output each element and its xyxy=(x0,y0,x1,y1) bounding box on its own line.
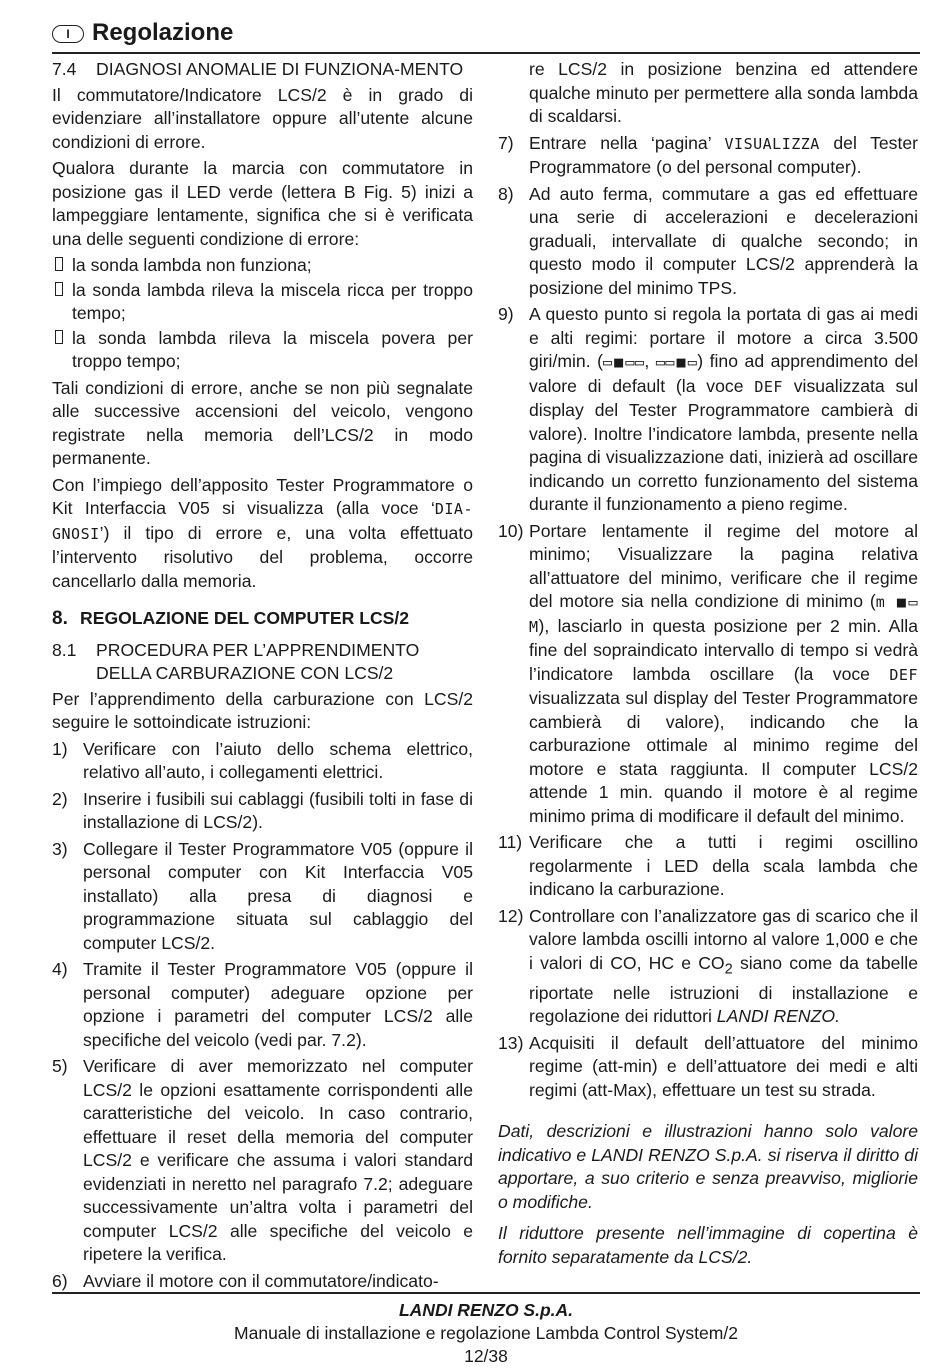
lcd-text: DEF xyxy=(754,377,783,396)
right-column xyxy=(498,58,918,1272)
paragraph: Qualora durante la marcia con commutatore in posizione gas il LED verde (lettera B Fig. 5) inizi a lampeggiare lentamente, significa che si è verificata una delle seguenti condizione di errore: xyxy=(52,158,473,249)
section-8-heading: 8. REGOLAZIONE DEL COMPUTER LCS/2 xyxy=(52,608,410,629)
paragraph: Per l’apprendimento della carburazione con LCS/2 seguire le sottoindicate istruzioni: xyxy=(52,688,473,732)
list-item: 12) Controllare con l’analizzatore gas di scarico che il valore lambda oscilli intorno al valore 1,000 e che i valori di CO, HC e $CO_2$ siano come da tabelle riportate nelle istruzioni di installazione e regolazione dei riduttori LANDI RENZO. xyxy=(498,905,918,1027)
list-item: 9) A questo punto si regola la portata di gas ai medi e alti regimi: portare il motore a circa 3.500 giri/min. (▭■▭▭, ▭▭■▭) fino ad apprendimento del valore di default (la voce DEF visualizzata sul display del Tester Programmatore cambierà di valore). Inoltre l’indicatore lambda, presente nella pagina di visualizzazione dati, inizierà ad oscillare indicando un corretto funzionamento del sistema durante il funzionamento a pieno regime. xyxy=(498,304,919,514)
list-item: 1) Verificare con l’aiuto dello schema elettrico, relativo all’auto, i collegamenti elettrici. xyxy=(52,738,473,782)
disclaimer-note: Il riduttore presente nell’immagine di copertina è fornito separatamente da LCS/2. xyxy=(498,1223,918,1267)
footer-manual-title: Manuale di installazione e regolazione Lambda Control System/2 xyxy=(234,1323,738,1343)
list-item: 7) Entrare nella ‘pagina’ VISUALIZZA del Tester Programmatore (o del personal computer). xyxy=(498,132,918,177)
paragraph: Con l’impiego dell’apposito Tester Programmatore o Kit Interfaccia V05 si visualizza (alla voce ‘DIA-GNOSI’) il tipo di errore e, una volta effettuato l’intervento risolutivo del problema, occorre cancellarlo dalla memoria. xyxy=(52,474,473,591)
list-item: 6) Avviare il motore con il commutatore/indicato- xyxy=(52,1270,439,1291)
language-flag-icon: I xyxy=(52,25,84,43)
list-item: 3) Collegare il Tester Programmatore V05 (oppure il personal computer con Kit Interfaccia V05 installato) alla presa di diagnosi e programmazione situata sul cablaggio del computer LCS/2. xyxy=(52,838,473,953)
page-header xyxy=(52,14,920,54)
lcd-text: VISUALIZZA xyxy=(724,134,820,153)
list-item: 8) Ad auto ferma, commutare a gas ed effettuare una serie di accelerazioni e decelerazioni graduali, intervallate di qualche secondo; in questo modo il computer LCS/2 apprenderà la posizione del minimo TPS. xyxy=(498,183,918,298)
lcd-text: DIA-GNOSI xyxy=(52,500,473,543)
page-number: 12/38 xyxy=(464,1346,508,1366)
lcd-text: DEF xyxy=(889,665,918,684)
list-item: 2) Inserire i fusibili sui cablaggi (fusibili tolti in fase di installazione di LCS/2). xyxy=(52,788,473,832)
left-column xyxy=(52,58,473,1296)
lcd-text: ▭■▭▭ xyxy=(602,353,645,371)
list-item: 11) Verificare che a tutti i regimi oscillino regolarmente i LED della scala lambda che indicano la carburazione. xyxy=(498,832,918,899)
footer-company: LANDI RENZO S.p.A. xyxy=(398,1300,574,1320)
lcd-text: m ■▭ M xyxy=(529,593,918,636)
page-footer xyxy=(52,1292,920,1368)
paragraph: Il commutatore/Indicatore LCS/2 è in grado di evidenziare all’installatore oppure all’utente alcune condizioni di errore. xyxy=(52,84,473,152)
bullet-box-icon xyxy=(55,330,63,344)
disclaimer-note: Dati, descrizioni e illustrazioni hanno solo valore indicativo e LANDI RENZO S.p.A. si riserva il diritto di apportare, a suo criterio e senza preavviso, migliorie o modifiche. xyxy=(498,1121,918,1212)
list-item: 5) Verificare di aver memorizzato nel computer LCS/2 le opzioni esattamente corrispondenti alle caratteristiche del veicolo. In caso contrario, effettuare il reset della memoria del computer LCS/2 e verificare che assuma i valori standard evidenziati in neretto nel paragrafo 7.2; adeguare successivamente un’altra volta i parametri del computer LCS/2 alle specifiche del veicolo e ripetere la verifica. xyxy=(52,1056,473,1264)
paragraph: Tali condizioni di errore, anche se non più segnalate alle successive accensioni del veicolo, vengono registrate nella memoria dell’LCS/2 in modo permanente. xyxy=(52,377,473,468)
list-item: re LCS/2 in posizione benzina ed attendere qualche minuto per permettere alla sonda lambda di scaldarsi. xyxy=(529,59,918,126)
list-item: la sonda lambda rileva la miscela povera per troppo tempo; xyxy=(52,327,473,374)
list-item: 13) Acquisiti il default dell’attuatore del minimo regime (att-min) e dell’attuatore dei medi e alti regimi (att-Max), effettuare un test su strada. xyxy=(498,1032,918,1100)
section-7-4-heading: 7.4 DIAGNOSI ANOMALIE DI FUNZIONA-MENTO xyxy=(52,59,464,79)
list-item: 10) Portare lentamente il regime del motore al minimo; Visualizzare la pagina relativa all’attuatore del minimo, verificare che il regime del motore sia nella condizione di minimo (m ■▭ M), lasciarlo in questa posizione per 2 min. Alla fine del sopraindicato intervallo di tempo si vedrà l’indicatore lambda oscillare (la voce DEF visualizzata sul display del Tester Programmatore cambierà di valore), indicando che la carburazione ottimale al minimo regime del motore e stata raggiunta. Il computer LCS/2 attende 1 min. quando il motore è al regime minimo prima di modificare il default del minimo. xyxy=(498,520,918,826)
list-item: 4) Tramite il Tester Programmatore V05 (oppure il personal computer) adeguare opzione per opzione i parametri del computer LCS/2 alle specifiche del veicolo (vedi par. 7.2). xyxy=(52,959,473,1050)
header-title: Regolazione xyxy=(92,19,234,46)
lcd-text: ▭▭■▭ xyxy=(655,353,698,371)
section-8-1-heading: 8.1 PROCEDURA PER L’APPRENDIMENTO DELLA CARBURAZIONE CON LCS/2 xyxy=(52,639,420,683)
list-item: la sonda lambda rileva la miscela ricca per troppo tempo; xyxy=(52,279,473,326)
bullet-box-icon xyxy=(55,257,63,271)
list-item: la sonda lambda non funziona; xyxy=(52,254,473,278)
bullet-box-icon xyxy=(55,282,63,296)
